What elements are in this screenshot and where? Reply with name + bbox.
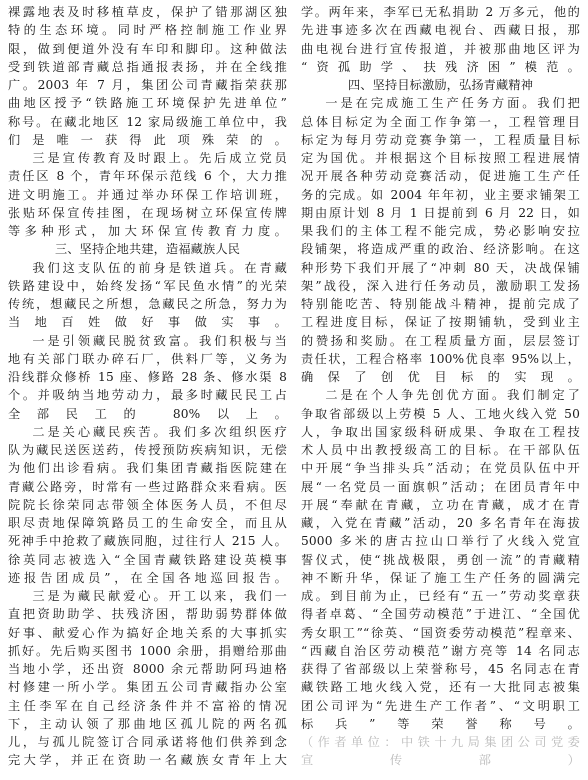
text-line: 得者卓葛、“全国劳动模范”于进江、“全国优 [301, 607, 580, 622]
text-line: 职尽责地保障筑路员工的生命安全，而且从 [8, 516, 287, 530]
text-line: 我们这支队伍的前身是铁道兵。在青藏 [32, 260, 287, 275]
text-line: 况开展各种劳动竞赛活动，促进施工生产任 [301, 169, 580, 184]
text-line: 进文明施工。并通过举办环保工作培训班， [8, 187, 287, 202]
text-line: （作者单位：中铁十九局集团公司党委 [301, 735, 580, 749]
left-column [8, 3, 287, 770]
text-line: 三是为藏民献爱心。开工以来，我们一 [32, 589, 287, 603]
text-line: 二是在个人争先创优方面。我们制定了 [325, 388, 580, 403]
text-line: 徐英同志被选入“全国青藏铁路建设英模事 [8, 552, 287, 567]
paragraph [8, 587, 287, 770]
text-line: 院院长徐荣同志带领全体医务人员，不但尽 [8, 497, 287, 512]
text-line: 完大学，并正在资助一名藏族女青年上大 [8, 753, 287, 768]
text-line: 特的生态环境。同时严格控制施工作业界 [8, 23, 287, 38]
text-line: 展“一名党员一面旗帜”活动；在团员青年中 [301, 479, 580, 494]
text-line: “资孤助学、扶残济困”模范。 [301, 59, 580, 74]
section-heading [301, 76, 580, 94]
text-line: 当地小学，还出资 8000 余元帮助阿玛迪格 [8, 662, 287, 676]
text-line: 下，主动认领了那曲地区孤儿院的两名孤 [8, 716, 287, 731]
paragraph [8, 149, 287, 240]
text-line: 定为国优。并根据这个目标按照工程进展情 [301, 151, 580, 165]
text-line: 标兵”等荣誉称号。 [301, 716, 580, 731]
text-line: 青藏公路旁，时常有一些过路群众来看病。医 [8, 479, 287, 494]
text-line: 段铺架，将造成严重的政治、经济影响。在这 [301, 242, 580, 257]
text-line: 确保了创优目标的实现。 [301, 370, 580, 384]
text-line: 儿，与孤儿院签订合同承诺将他们供养到念 [8, 735, 287, 749]
text-line: 限，做到便道外没有车印和脚印。这种做法 [8, 41, 287, 56]
text-line: 二是关心藏民疾苦。我们多次组织医疗 [32, 424, 287, 439]
paragraph [301, 386, 580, 733]
text-line: 5000 多米的唐古拉山口举行了火线入党宣 [301, 534, 580, 549]
text-line: 主任李军在自己经济条件并不富裕的情况 [8, 698, 287, 713]
text-line: 们是唯一获得此项殊荣的。 [8, 132, 287, 147]
text-line: 好事、献爱心作为搞好企地关系的大事抓实 [8, 625, 287, 640]
text-line: 人，争取出国家级科研成果、争取在工程技 [301, 424, 580, 439]
text-line: 直把资助助学、扶残济困，帮助弱势群体做 [8, 607, 287, 622]
text-line: 一是引领藏民脱贫致富。我们积极与当 [32, 333, 287, 348]
text-line: 果我们的主体工程不能完成，势必影响安拉 [301, 224, 580, 238]
text-line: 术人员中出教授级高工的目标。在干部队伍 [301, 443, 580, 457]
text-line: 责任区 8 个，青年环保示范线 6 个，大力推 [8, 169, 287, 184]
text-line: 藏铁路工地火线入党，还有一大批同志被集 [301, 680, 580, 695]
text-line: 当地百姓做好事做实事。 [8, 315, 287, 330]
text-line: 务的完成。如 2004 年年初，业主要求铺架工 [301, 187, 580, 202]
text-line: 抓好。先后购买图书 1000 余册，捐赠给那曲 [8, 643, 287, 658]
text-line: 沿线群众修桥 15 座、修路 28 条、修水渠 8 [8, 370, 287, 384]
text-line: 村修建一所小学。集团五公司青藏指办公室 [8, 680, 287, 695]
text-line: 工程进度目标，保证了按期铺轨，受到业主 [301, 315, 580, 330]
text-line: 四、坚持目标激励，弘扬青藏精神 [347, 78, 534, 92]
text-line: 种形势下我们开展了“冲刺 80 天，决战保铺 [301, 260, 580, 275]
text-line: 标定为每月劳动竞赛争第一，工程质量目标 [301, 132, 580, 147]
paragraph [8, 259, 287, 332]
text-line: 裸露地表及时移植草皮，保护了错那湖区独 [8, 5, 287, 19]
text-line: 开展“奉献在青藏，立功在青藏，成才在青 [301, 497, 580, 512]
text-line: 学。两年来，李军已无私捐助 2 万多元，他的 [301, 5, 580, 19]
paragraph [8, 423, 287, 587]
paragraph [8, 3, 287, 149]
text-line: 先进事迹多次在西藏电视台、西藏日报，那 [301, 23, 580, 38]
text-line: 责任状，工程合格率 100%优良率 95%以上， [301, 351, 580, 366]
text-line: 一是在完成施工生产任务方面。我们把 [325, 96, 580, 111]
text-line: 成。到目前为止，已经有“五一”劳动奖章获 [301, 589, 580, 603]
text-line: 个。并吸纳当地劳动力，最多时藏民民工占 [8, 388, 287, 403]
text-line: 团公司评为“先进生产工作者”、“文明职工 [301, 698, 580, 713]
text-line: 传统，想藏民之所想，急藏民之所急，努力为 [8, 297, 287, 311]
text-line: 藏，入党在青藏”活动，20 多名青年在海拔 [301, 516, 580, 530]
text-line: 曲电视台进行宣传报道，并被那曲地区评为 [301, 41, 580, 56]
text-line: 等多种形式，加大环保宣传教育力度。 [8, 224, 287, 238]
right-column [301, 3, 580, 770]
text-line: 中开展“争当排头兵”活动；在党员队伍中开 [301, 461, 580, 476]
text-line: 神不断升华，保证了施工生产任务的圆满完 [301, 570, 580, 585]
text-line: 架”战役，深入进行任务动员，激励职工发扬 [301, 278, 580, 293]
text-line: 总体目标定为全面工作争第一，工程管理目 [301, 114, 580, 129]
text-line: 称号。在藏北地区 12 家局级施工单位中，我 [8, 114, 287, 129]
paragraph [8, 332, 287, 423]
text-line: 获得了省部级以上荣誉称号，45 名同志在青 [301, 662, 580, 676]
text-line: 张贴环保宣传挂图，在现场树立环保宣传牌 [8, 205, 287, 220]
text-line: 迹报告团成员”，在全国各地巡回报告。 [8, 570, 287, 585]
paragraph [301, 94, 580, 386]
text-line: 的赞扬和奖励。在工程质量方面，层层签订 [301, 333, 580, 348]
text-line: 争取省部级以上劳模 5 人、工地火线入党 50 [301, 406, 580, 421]
text-line: 宣传部） [301, 753, 580, 768]
text-line: 为他们出诊看病。我们集团青藏指医院建在 [8, 461, 287, 476]
text-line: 地有关部门联办碎石厂，供料厂等，义务为 [8, 351, 287, 366]
text-line: 期由原计划 8 月 1 日提前到 6 月 22 日，如 [301, 205, 580, 220]
text-line: 誓仪式，使“挑战极限，勇创一流”的青藏精 [301, 552, 580, 567]
paragraph [301, 3, 580, 76]
text-line: 全部民工的 80%以上。 [8, 406, 287, 421]
text-line: 特别能吃苦、特别能战斗精神，提前完成了 [301, 297, 580, 311]
text-line: “西藏自治区劳动模范”谢方亮等 14 名同志 [301, 643, 580, 658]
text-line: 广。2003 年 7 月，集团公司青藏指荣获那 [8, 78, 287, 92]
section-heading [8, 240, 287, 258]
text-line: 受到铁道部青藏总指通报表扬，并在全线推 [8, 59, 287, 74]
text-line: 三是宣传教育及时跟上。先后成立党员 [32, 151, 287, 165]
text-line: 队为藏民送医送药，传授预防疾病知识，无偿 [8, 443, 287, 457]
text-line: 曲地区授予“铁路施工环境保护先进单位” [8, 96, 287, 111]
text-line: 铁路建设中，始终发扬“军民鱼水情”的光荣 [8, 278, 287, 293]
text-line: 秀女职工”“徐英、“国资委劳动模范”程章来、 [301, 625, 580, 640]
text-line: 三、坚持企地共建，造福藏族人民 [54, 242, 241, 257]
author-affiliation [301, 733, 580, 770]
text-line: 死神手中抢救了藏族同胞，过往行人 215 人。 [8, 534, 287, 549]
